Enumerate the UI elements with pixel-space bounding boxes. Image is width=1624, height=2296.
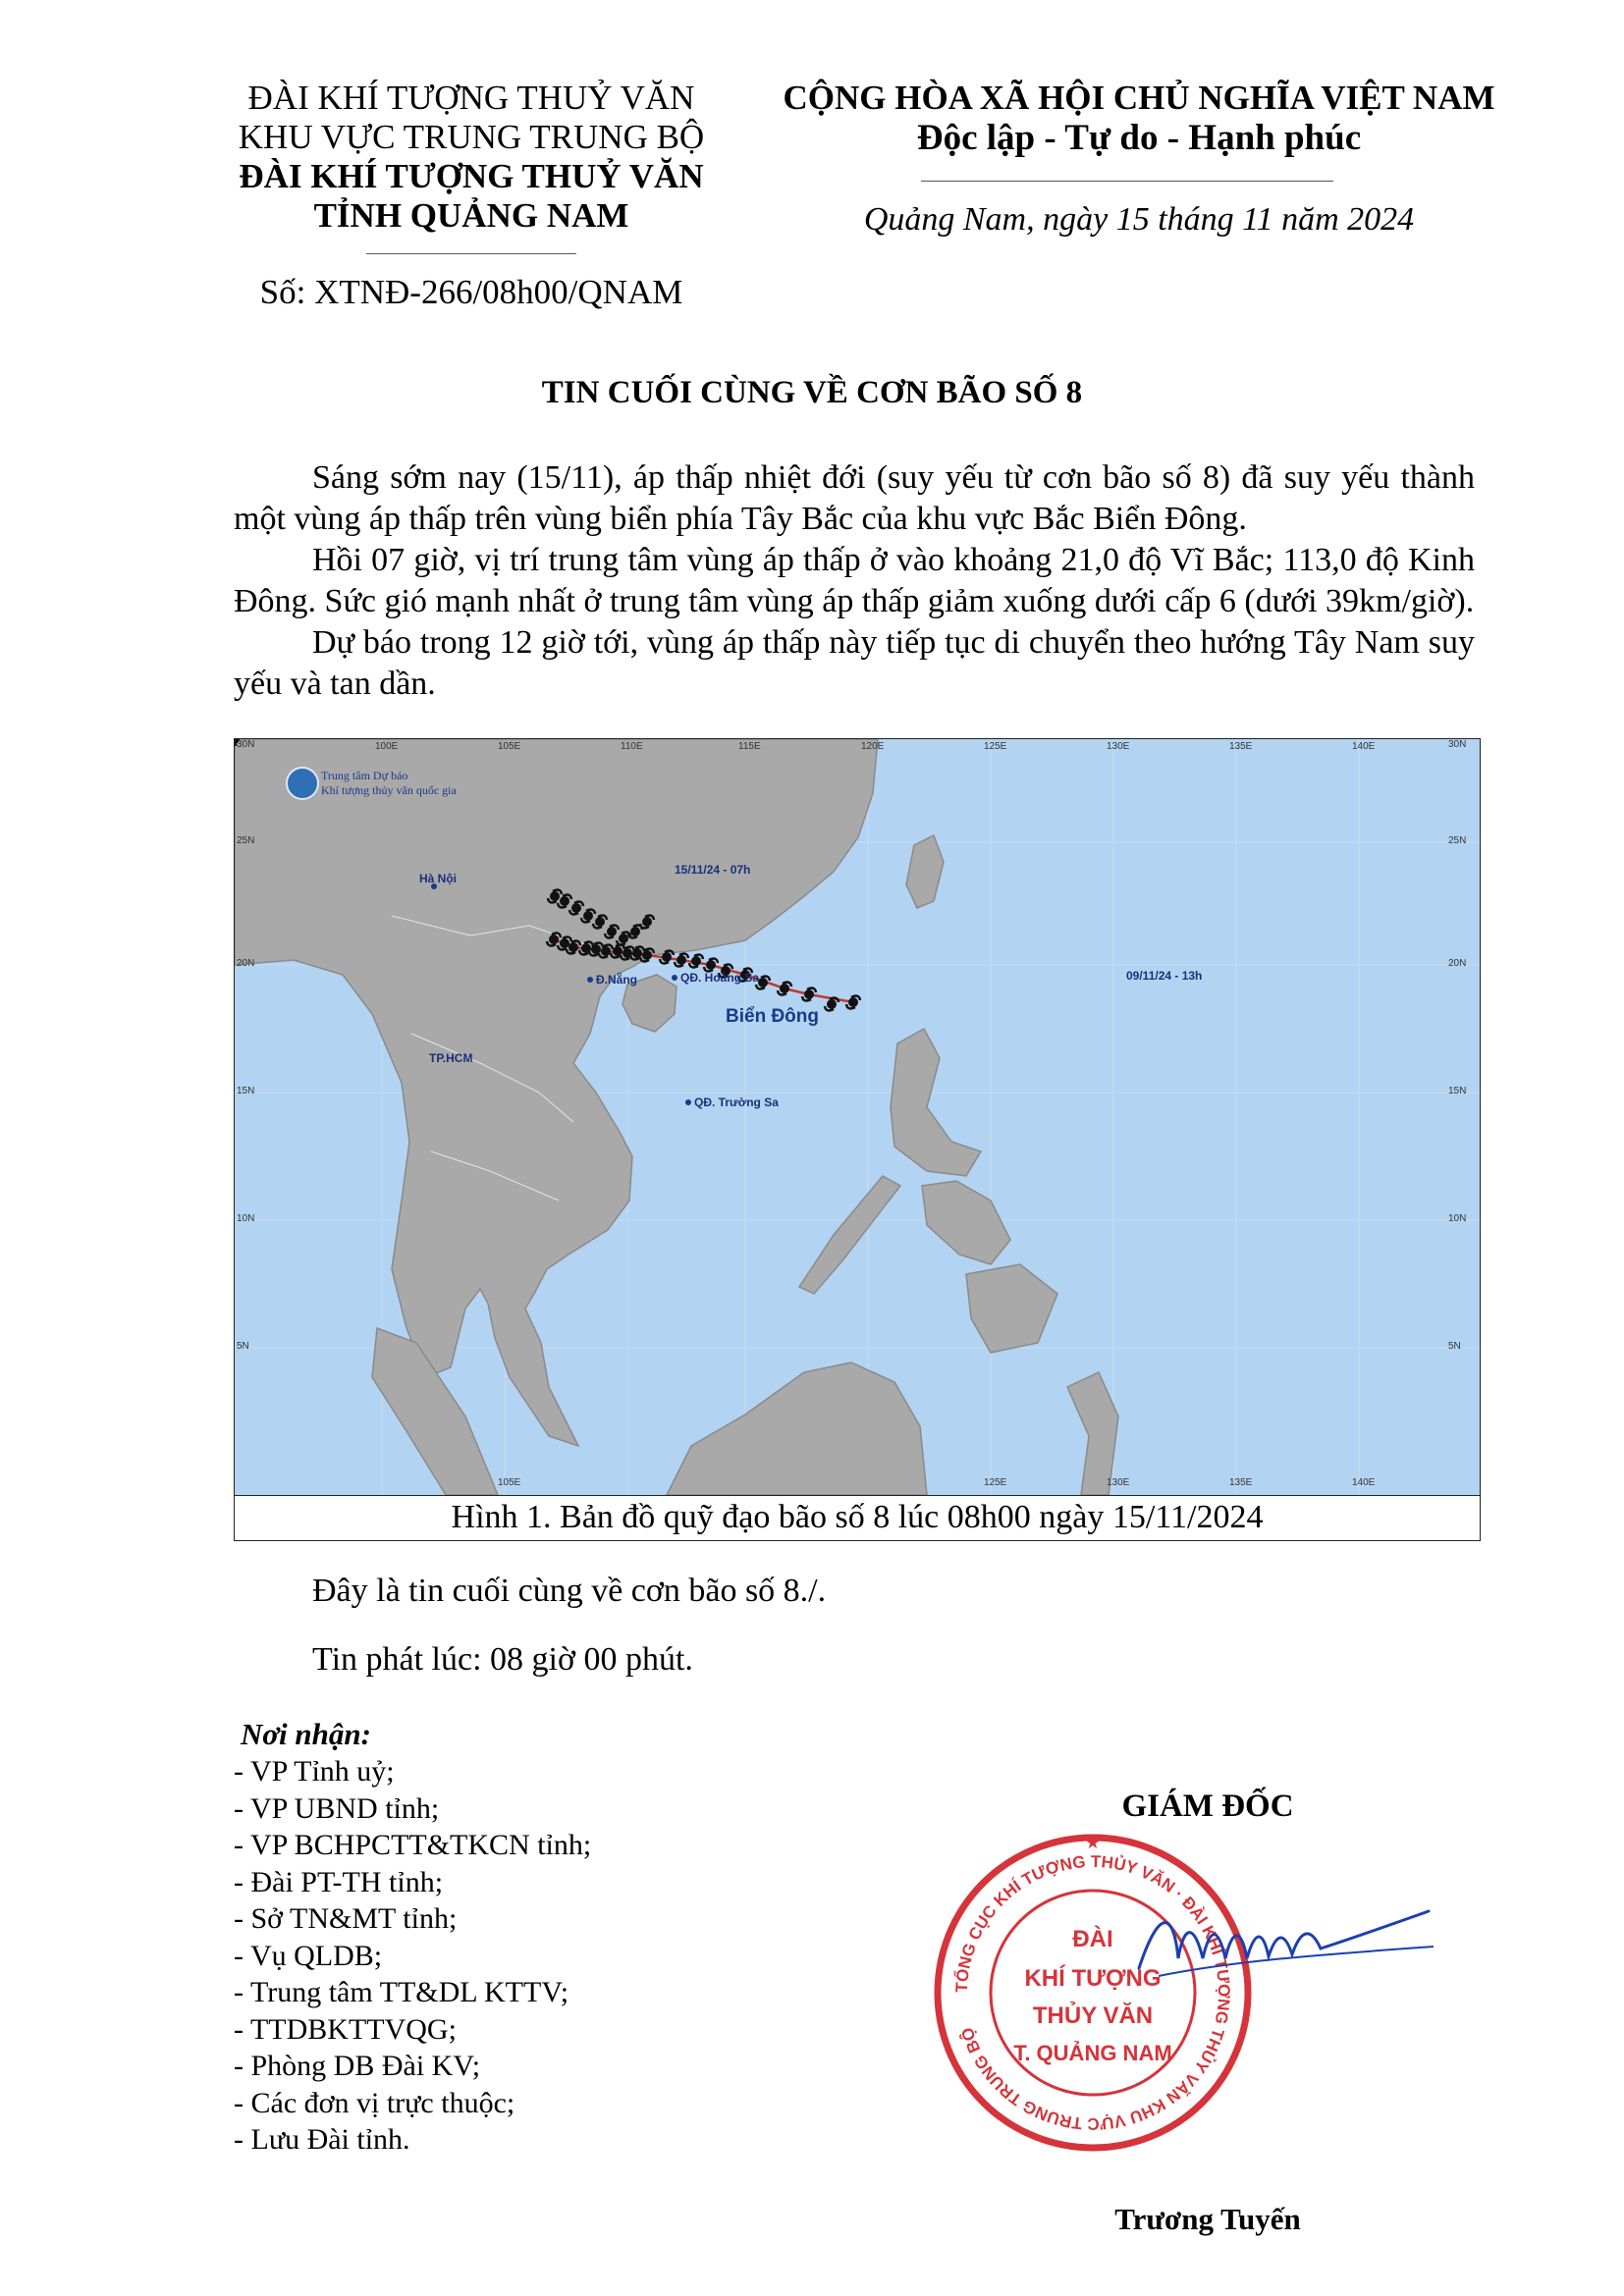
- tick-label: 5N: [1448, 1341, 1461, 1352]
- recipient-item: - VP UBND tỉnh;: [234, 1791, 440, 1825]
- tick-label: 20N: [1448, 958, 1467, 969]
- paragraph-2: Hồi 07 giờ, vị trí trung tâm vùng áp thấp ở vào khoảng 21,0 độ Vĩ Bắc; 113,0 độ Kinh Đông. Sức gió mạnh nhất ở trung tâm vùng áp thấp giảm xuống dưới cấp 6 (dưới 39km/giờ).: [234, 542, 1475, 619]
- issued-time: Tin phát lúc: 08 giờ 00 phút.: [312, 1641, 693, 1678]
- handwritten-signature: [1119, 1890, 1443, 1998]
- motto: Độc lập - Tự do - Hạnh phúc: [916, 118, 1362, 158]
- tick-label: 130E: [1107, 741, 1130, 752]
- recipient-item: - Đài PT-TH tỉnh;: [234, 1865, 444, 1898]
- tick-label: 30N: [237, 739, 255, 750]
- map-svg: [235, 739, 1480, 1495]
- tick-label: 5N: [237, 1341, 249, 1352]
- stamp-line-4: T. QUẢNG NAM: [1013, 2041, 1172, 2065]
- tick-label: 15N: [237, 1086, 255, 1096]
- storm-track-map: [234, 738, 1481, 1496]
- stamp-star: ★: [1084, 1833, 1102, 1852]
- tick-label: 105E: [498, 741, 521, 752]
- document-title: TIN CUỐI CÙNG VỀ CƠN BÃO SỐ 8: [541, 375, 1083, 410]
- paragraph-3: Dự báo trong 12 giờ tới, vùng áp thấp này tiếp tục di chuyển theo hướng Tây Nam suy yếu và tan dần.: [234, 624, 1475, 702]
- agency-line-1: ĐÀI KHÍ TƯỢNG THUỶ VĂN: [247, 79, 695, 117]
- tick-label: 120E: [861, 741, 885, 752]
- tick-label: 30N: [1448, 739, 1467, 750]
- recipients-list: [234, 1753, 591, 2159]
- tick-label: 125E: [984, 741, 1007, 752]
- recipient-item: - Lưu Đài tỉnh.: [234, 2123, 410, 2156]
- tick-label: 100E: [375, 741, 399, 752]
- lon-ticks-bottom: [235, 1477, 1480, 1491]
- body-text: [234, 457, 1475, 705]
- stamp-ring-text: TỔNG CỤC KHÍ TƯỢNG THỦY VĂN · ĐÀI KHÍ TƯỢNG THỦY VĂN KHU VỰC TRUNG TRUNG BỘ: [951, 1851, 1234, 2134]
- tick-label: 125E: [984, 1477, 1007, 1488]
- tick-label: 15N: [1448, 1086, 1467, 1096]
- tick-label: 135E: [1229, 741, 1253, 752]
- tick-label: 135E: [1229, 1477, 1253, 1488]
- recipient-item: - Phòng DB Đài KV;: [234, 2050, 481, 2082]
- agency-underline: [366, 253, 576, 254]
- tick-label: 110E: [621, 741, 643, 752]
- agency-line-2: KHU VỰC TRUNG TRUNG BỘ: [238, 118, 705, 156]
- tick-label: 115E: [738, 741, 761, 752]
- logo-text: [321, 769, 457, 798]
- document-number: Số: XTNĐ-266/08h00/QNAM: [259, 273, 683, 311]
- label-hcm: TP.HCM: [429, 1051, 473, 1065]
- recipient-item: - VP Tỉnh uỷ;: [234, 1755, 395, 1788]
- logo-line-2: Khí tượng thủy văn quốc gia: [321, 783, 457, 797]
- recipient-item: - Vụ QLDB;: [234, 1939, 383, 1972]
- signer-role: GIÁM ĐỐC: [1121, 1789, 1294, 1824]
- tick-label: 140E: [1352, 1477, 1376, 1488]
- hoangsa-dot: [672, 975, 677, 981]
- tick-label: 20N: [237, 958, 255, 969]
- tick-label: 25N: [1448, 835, 1467, 846]
- danang-dot: [587, 977, 593, 983]
- motto-underline: [921, 181, 1333, 182]
- stamp-line-3: THỦY VĂN: [1032, 2002, 1154, 2029]
- paragraph-1: Sáng sớm nay (15/11), áp thấp nhiệt đới (suy yếu từ cơn bão số 8) đã suy yếu thành một vùng áp thấp trên vùng biển phía Tây Bắc của khu vực Bắc Biển Đông.: [234, 459, 1475, 537]
- label-truongsa: QĐ. Trường Sa: [694, 1095, 779, 1109]
- figure-caption: Hình 1. Bản đồ quỹ đạo bão số 8 lúc 08h00 ngày 15/11/2024: [234, 1495, 1481, 1541]
- recipient-item: - Trung tâm TT&DL KTTV;: [234, 1976, 569, 2008]
- tick-label: 130E: [1107, 1477, 1130, 1488]
- signature-svg: [1119, 1890, 1443, 1998]
- place-date: Quảng Nam, ngày 15 tháng 11 năm 2024: [863, 201, 1415, 238]
- tick-label: 10N: [1448, 1213, 1467, 1224]
- recipient-item: - Các đơn vị trực thuộc;: [234, 2086, 515, 2119]
- signer-name: Trương Tuyến: [1114, 2202, 1301, 2236]
- tick-label: 10N: [237, 1213, 255, 1224]
- stamp-line-2: KHÍ TƯỢNG: [1024, 1965, 1162, 1992]
- recipient-item: - VP BCHPCTT&TKCN tỉnh;: [234, 1829, 592, 1861]
- logo-line-1: Trung tâm Dự báo: [321, 769, 408, 782]
- nation-title: CỘNG HÒA XÃ HỘI CHỦ NGHĨA VIỆT NAM: [783, 79, 1495, 117]
- lat-ticks-right: [1448, 739, 1478, 1495]
- stamp-line-1: ĐÀI: [1072, 1926, 1113, 1952]
- lat-ticks-left: [237, 739, 266, 1495]
- nchmf-logo: [286, 767, 319, 800]
- label-hanoi: Hà Nội: [419, 872, 458, 885]
- recipients-title: Nơi nhận:: [241, 1717, 371, 1751]
- label-track-end: 15/11/24 - 07h: [675, 863, 751, 877]
- signature-stroke: [1139, 1911, 1429, 1968]
- label-danang: Đ.Nẵng: [596, 973, 637, 987]
- recipient-item: - Sở TN&MT tỉnh;: [234, 1902, 458, 1935]
- lon-ticks-top: [235, 741, 1480, 755]
- tick-label: 105E: [498, 1477, 521, 1488]
- agency-line-4: TỈNH QUẢNG NAM: [313, 196, 629, 235]
- closing-line: Đây là tin cuối cùng về cơn bão số 8./.: [312, 1573, 827, 1609]
- label-track-start: 09/11/24 - 13h: [1126, 969, 1203, 983]
- tick-label: 25N: [237, 835, 255, 846]
- recipient-item: - TTDBKTTVQG;: [234, 2012, 457, 2046]
- label-biendong: Biển Đông: [726, 1006, 819, 1027]
- agency-line-3: ĐÀI KHÍ TƯỢNG THUỶ VĂN: [239, 157, 704, 195]
- issuing-agency: [196, 79, 746, 236]
- truongsa-dot: [685, 1099, 691, 1105]
- label-hoangsa: QĐ. Hoàng Sa: [680, 971, 760, 985]
- tick-label: 140E: [1352, 741, 1376, 752]
